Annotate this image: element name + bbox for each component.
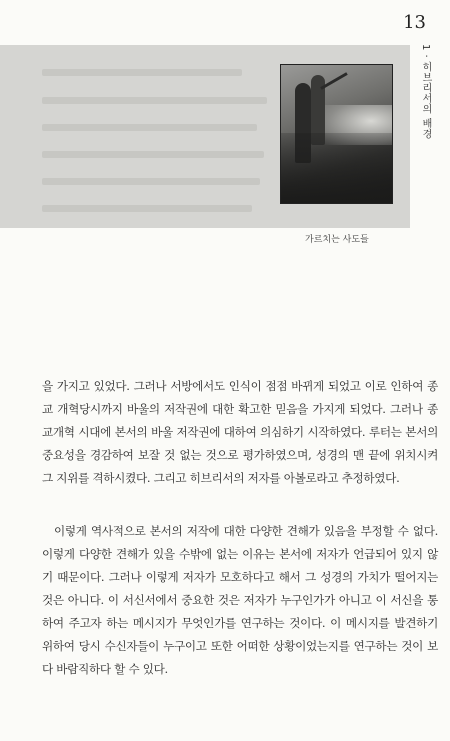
faded-text-line (42, 178, 260, 185)
page-number: 13 (403, 12, 426, 33)
apostles-teaching-illustration (280, 64, 393, 204)
figure-caption: 가르치는 사도들 (305, 235, 369, 245)
faded-text-line (42, 124, 257, 131)
running-head: 1 · 히브리서의 배경 (420, 44, 431, 140)
faded-text-line (42, 151, 264, 158)
body-paragraph: 이렇게 역사적으로 본서의 저작에 대한 다양한 견해가 있음을 부정할 수 없다. 이렇게 다양한 견해가 있을 수밖에 없는 이유는 본서에 저자가 언급되어 있지 않기 때문이다. 그러나 이렇게 저자가 모호하다고 해서 그 성경의 가치가 떨어지는 것은 아니다. 이 서신서에서 중요한 것은 저자가 누구인가가 아니고 이 서신을 통하여 주고자 하는 메시지가 무엇인가를 연구하는 것이다. 이 메시지를 발견하기 위하여 당시 수신자들이 누구이고 또한 어떠한 상황이었는지를 연구하는 것이 보다 바람직하다 할 수 있다. (42, 524, 438, 676)
faded-text-line (42, 97, 267, 104)
body-paragraph: 을 가지고 있었다. 그러나 서방에서도 인식이 점점 바뀌게 되었고 이로 인하여 종교 개혁당시까지 바울의 저작권에 대한 확고한 믿음을 가지게 되었다. 그러나 종교개혁 시대에 본서의 바울 저작권에 대하여 의심하기 시작하였다. 루터는 본서의 중요성을 경감하여 보잘 것 없는 것으로 평가하였으며, 성경의 맨 끝에 위치시켜 그 지위를 격하시켰다. 그리고 히브리서의 저자를 아볼로라고 추정하였다. (42, 379, 438, 485)
illustration-crowd (281, 133, 392, 203)
faded-text-line (42, 69, 242, 76)
faded-text-line (42, 205, 252, 212)
